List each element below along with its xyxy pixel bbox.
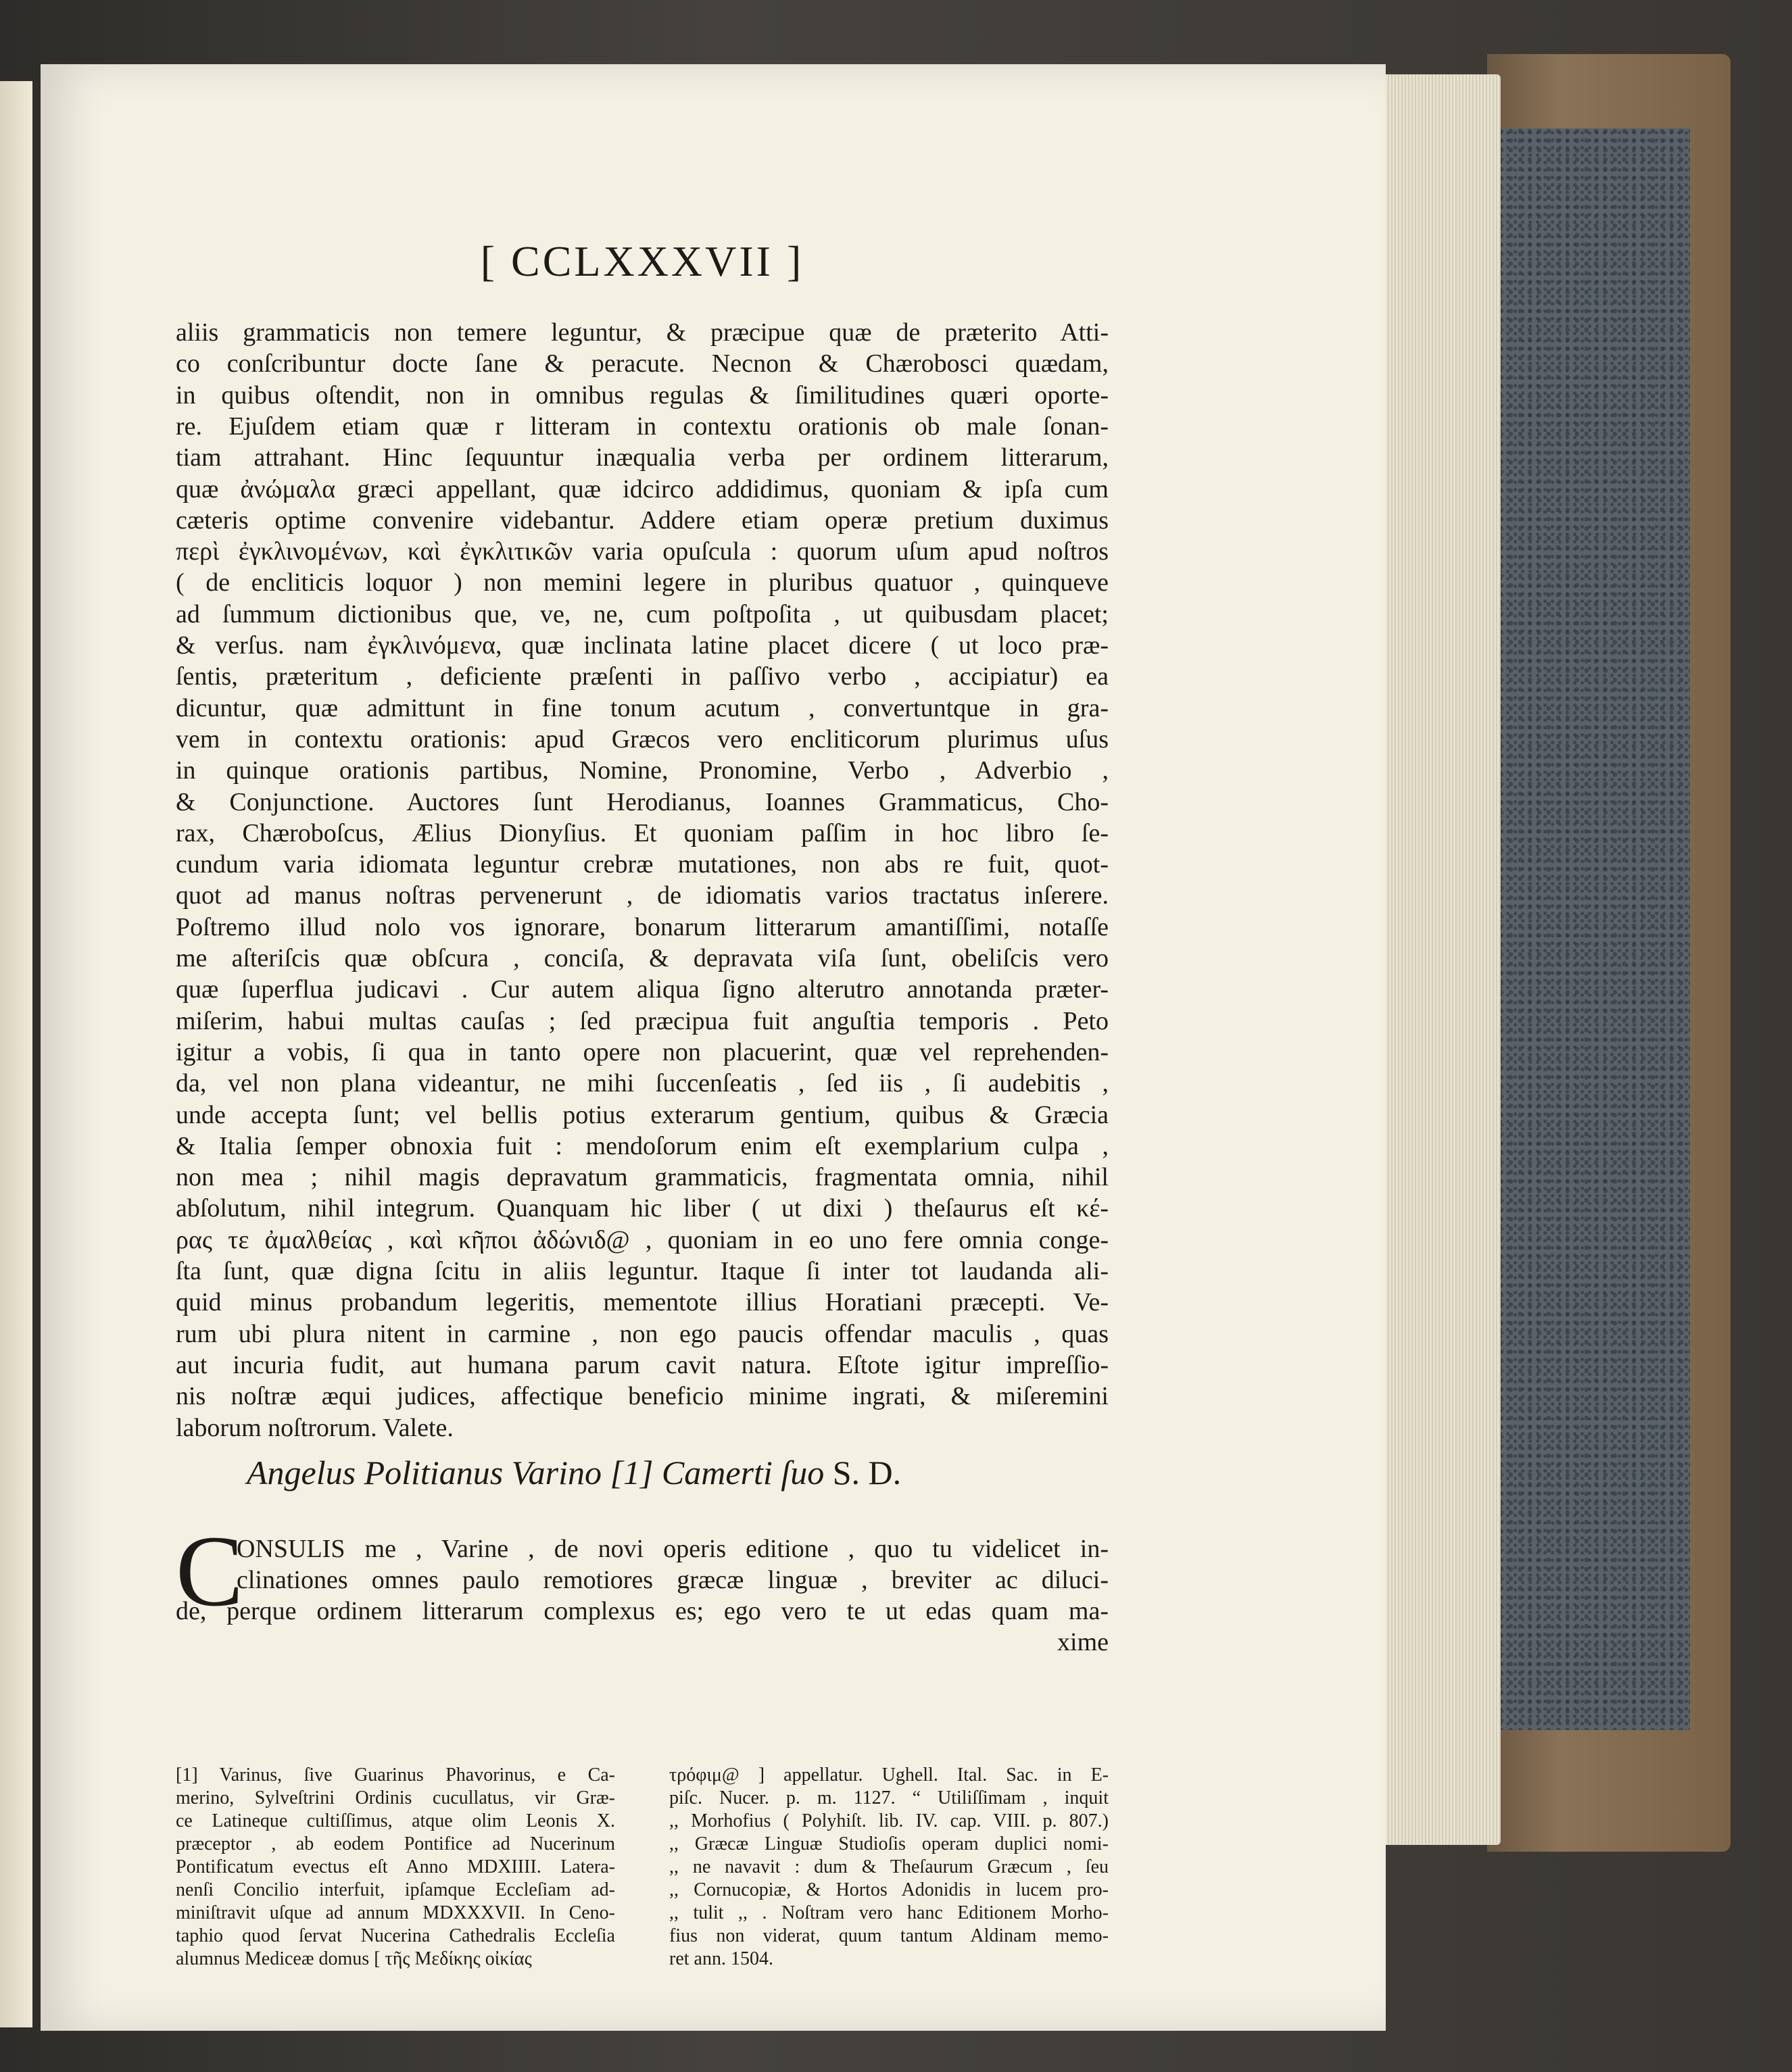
footnote-left	[176, 1764, 615, 1971]
letter-line: clinationes omnes paulo remotiores græcæ linguæ , breviter ac diluci-	[237, 1566, 1109, 1594]
footnote-line: præceptor , ab eodem Pontifice ad Nucerinum	[176, 1833, 615, 1854]
footnote-line: ,, tulit ,, . Noſtram vero hanc Editionem Morho-	[669, 1902, 1109, 1923]
text-line: ad ſummum dictionibus que, ve, ne, cum poſtpoſita , ut quibusdam placet;	[176, 599, 1109, 628]
text-line: me aſteriſcis quæ obſcura , conciſa, & depravata viſa ſunt, obeliſcis vero	[176, 944, 1109, 972]
text-line: unde accepta ſunt; vel bellis potius exterarum gentium, quibus & Græcia	[176, 1100, 1109, 1129]
footnote-line: ,, Cornucopiæ, & Hortos Adonidis in lucem pro-	[669, 1879, 1109, 1900]
footnote-right	[669, 1764, 1109, 1971]
text-line: quid minus probandum legeritis, mementote illius Horatiani præcepti. Ve-	[176, 1288, 1109, 1317]
text-line: & Italia ſemper obnoxia fuit : mendoſorum enim eſt exemplarium culpa ,	[176, 1131, 1109, 1160]
letter-line: de, perque ordinem litterarum complexus es; ego vero te ut edas quam ma-	[176, 1597, 1109, 1625]
text-line: ( de encliticis loquor ) non memini legere in pluribus quatuor , quinqueve	[176, 568, 1109, 597]
text-line: aut incuria fudit, aut humana parum cavit natura. Eſtote igitur impreſſio-	[176, 1350, 1109, 1379]
text-line: laborum noſtrorum. Valete.	[176, 1413, 454, 1442]
footnote-line: alumnus Mediceæ domus [ τῆς Μεδίκης οἰκίας	[176, 1948, 532, 1969]
text-line: aliis grammaticis non temere leguntur, & præcipue quæ de præterito Atti-	[176, 318, 1109, 347]
text-line: re. Ejuſdem etiam quæ r litteram in contextu orationis ob male ſonan-	[176, 412, 1109, 441]
text-line: in quibus oſtendit, non in omnibus regulas & ſimilitudines quæri oporte-	[176, 380, 1109, 410]
footnote-line: [1] Varinus, ſive Guarinus Phavorinus, e Ca-	[176, 1765, 615, 1785]
page-edges	[1372, 74, 1501, 1845]
letter-heading	[247, 1453, 1058, 1492]
text-line: dicuntur, quæ admittunt in fine tonum acutum , convertuntque in gra-	[176, 693, 1109, 722]
footnote-line: nenſi Concilio interfuit, ipſamque Eccleſiam ad-	[176, 1879, 615, 1900]
page-folio: [ CCLXXXVII ]	[480, 237, 804, 285]
drop-capital: C	[176, 1515, 244, 1627]
letter-line: xime	[1057, 1628, 1109, 1656]
text-line: & verſus. nam ἐγκλινόμενα, quæ inclinata latine placet dicere ( ut loco præ-	[176, 631, 1109, 660]
footnote-line: τρόφιμ@ ] appellatur. Ughell. Ital. Sac. in E-	[669, 1765, 1109, 1785]
text-line: nis noſtræ æqui judices, affectique beneficio minime ingrati, & miſeremini	[176, 1382, 1109, 1411]
text-line: ſta ſunt, quæ digna ſcitu in aliis leguntur. Itaque ſi inter tot laudanda ali-	[176, 1257, 1109, 1285]
text-line: Poſtremo illud nolo vos ignorare, bonarum litterarum amantiſſimi, notaſſe	[176, 912, 1109, 941]
footnote-line: Pontificatum evectus eſt Anno MDXIIII. Latera-	[176, 1856, 615, 1877]
footnote-line: miniſtravit uſque ad annum MDXXXVII. In Ceno-	[176, 1902, 615, 1923]
text-line: in quinque orationis partibus, Nomine, Pronomine, Verbo , Adverbio ,	[176, 756, 1109, 785]
text-line: tiam attrahant. Hinc ſequuntur inæqualia verba per ordinem litterarum,	[176, 443, 1109, 472]
footnote-line: ce Latineque cultiſſimus, atque olim Leonis X.	[176, 1810, 615, 1831]
footnote-line: ,, Morhofius ( Polyhiſt. lib. IV. cap. VIII. p. 807.)	[669, 1810, 1109, 1831]
text-line: abſolutum, nihil integrum. Quanquam hic liber ( ut dixi ) theſaurus eſt κέ-	[176, 1194, 1109, 1223]
text-line: igitur a vobis, ſi qua in tanto opere non placuerint, quæ vel reprehenden-	[176, 1037, 1109, 1066]
text-line: cundum varia idiomata leguntur crebræ mutationes, non abs re fuit, quot-	[176, 850, 1109, 879]
footnote-line: ret ann. 1504.	[669, 1948, 773, 1969]
facing-page-edge	[0, 81, 32, 2027]
text-line: quæ ἀνώμαλα græci appellant, quæ idcirco addidimus, quoniam & ipſa cum	[176, 474, 1109, 503]
heading-salutation: S. D.	[832, 1454, 902, 1491]
footnote-line: ,, Græcæ Linguæ Studioſis operam duplici nomi-	[669, 1833, 1109, 1854]
text-line: περὶ ἐγκλινομένων, καὶ ἐγκλιτικῶν varia opuſcula : quorum uſum apud noſtros	[176, 537, 1109, 566]
text-line: quæ ſuperflua judicavi . Cur autem aliqua ſigno alterutro annotanda præter-	[176, 975, 1109, 1004]
text-line: quot ad manus noſtras pervenerunt , de idiomatis varios tractatus inſerere.	[176, 881, 1109, 910]
footnote-line: ,, ne navavit : dum & Theſaurum Græcum , ſeu	[669, 1856, 1109, 1877]
text-line: rax, Chæroboſcus, Ælius Dionyſius. Et quoniam paſſim in hoc libro ſe-	[176, 818, 1109, 847]
text-line: da, vel non plana videantur, ne mihi ſuccenſeatis , ſed iis , ſi audebitis ,	[176, 1069, 1109, 1098]
text-line: co conſcribuntur docte ſane & peracute. Necnon & Chærobosci quædam,	[176, 349, 1109, 378]
marbled-board	[1480, 128, 1690, 1730]
footnote-line: fius non viderat, quum tantum Aldinam memo-	[669, 1925, 1109, 1946]
text-line: & Conjunctione. Auctores ſunt Herodianus, Ioannes Grammaticus, Cho-	[176, 787, 1109, 816]
text-line: non mea ; nihil magis depravatum grammaticis, fragmentata omnia, nihil	[176, 1163, 1109, 1192]
text-line: miſerim, habui multas cauſas ; ſed præcipua fuit anguſtia temporis . Peto	[176, 1006, 1109, 1035]
text-line: rum ubi plura nitent in carmine , non ego paucis offendar maculis , quas	[176, 1319, 1109, 1348]
footnote-line: piſc. Nucer. p. m. 1127. “ Utiliſſimam , inquit	[669, 1787, 1109, 1808]
text-line: cæteris optime convenire videbantur. Addere etiam operæ pretium duximus	[176, 505, 1109, 535]
book-page	[41, 64, 1386, 2031]
text-line: ſentis, præteritum , deficiente præſenti in paſſivo verbo , accipiatur) ea	[176, 662, 1109, 691]
footnote-line: taphio quod ſervat Nucerina Cathedralis Eccleſia	[176, 1925, 615, 1946]
letter-line: ONSULIS me , Varine , de novi operis editione , quo tu videlicet in-	[237, 1535, 1109, 1563]
footnote-line: merino, Sylveſtrini Ordinis cucullatus, vir Græ-	[176, 1787, 615, 1808]
text-line: ρας τε ἀμαλθείας , καὶ κῆποι ἀδώνιδ@ , quoniam in eo uno fere omnia conge-	[176, 1225, 1109, 1254]
heading-italic: Angelus Politianus Varino [1] Camerti ſuo	[247, 1454, 825, 1491]
text-line: vem in contextu orationis: apud Græcos vero encliticorum plurimus uſus	[176, 724, 1109, 754]
